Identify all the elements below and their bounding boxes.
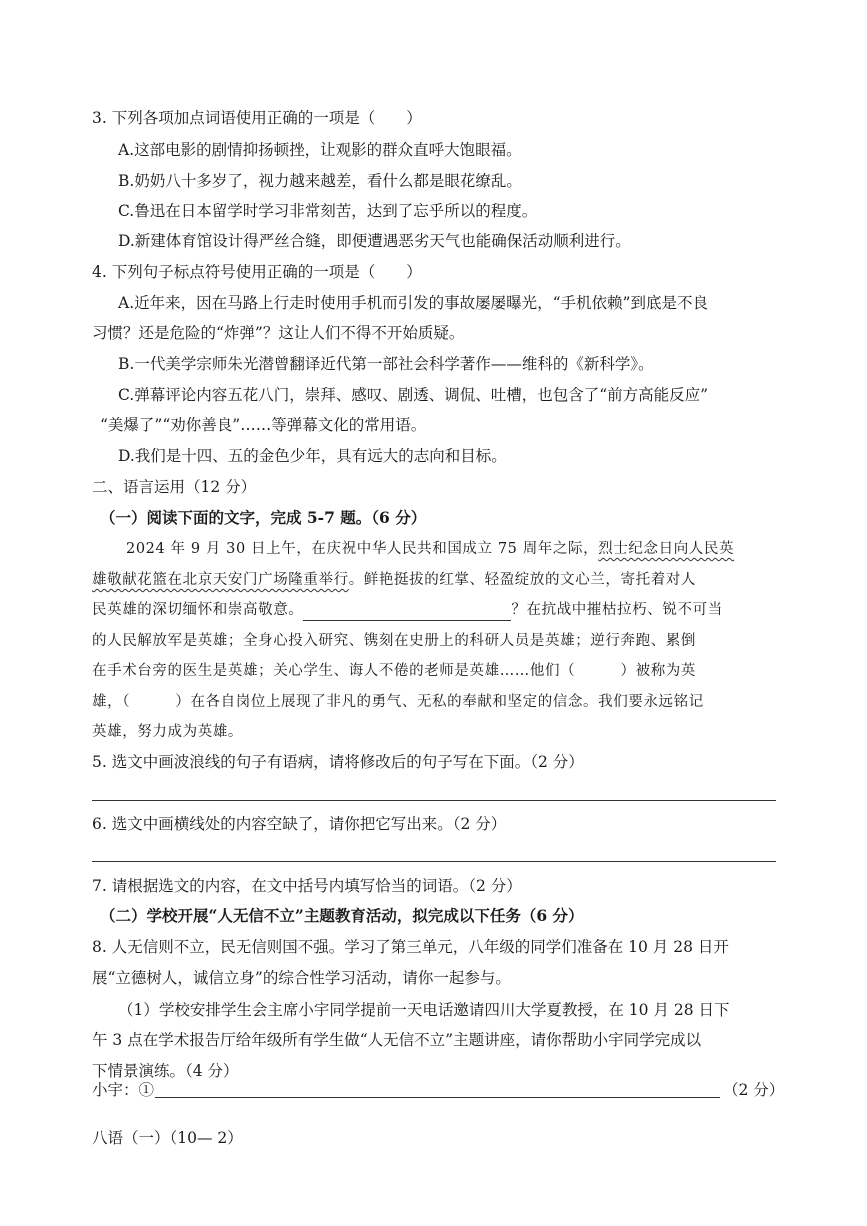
- q3-option-c: C.鲁迅在日本留学时学习非常刻苦，达到了忘乎所以的程度。: [118, 202, 538, 220]
- passage-line4: 的人民解放军是英雄；全身心投入研究、镌刻在史册上的科研人员是英雄；逆行奔跑、累倒: [92, 633, 696, 649]
- q5-answer-line[interactable]: [92, 800, 776, 801]
- passage-line7: 英雄，努力成为英雄。: [92, 724, 243, 740]
- passage-line3-rest: ？在抗战中摧枯拉朽、锐不可当: [511, 602, 723, 618]
- part1-title: （一）阅读下面的文字，完成 5-7 题。（6 分）: [100, 508, 427, 527]
- q8-sub1-line3: 下情景演练。（4 分）: [92, 1062, 239, 1080]
- q5-stem: 5. 选文中画波浪线的句子有语病，请将修改后的句子写在下面。（2 分）: [92, 753, 584, 771]
- q8-answer-line[interactable]: [155, 1097, 720, 1098]
- passage-line6: 雄，（ ）在各自岗位上展现了非凡的勇气、无私的奉献和坚定的信念。我们要永远铭记: [92, 694, 704, 710]
- q4-option-a-line1: A.近年来，因在马路上行走时使用手机而引发的事故屡屡曝光，“手机依赖”到底是不良: [118, 294, 708, 312]
- answer-score: （2 分）: [723, 1081, 785, 1099]
- q8-sub1-line2: 午 3 点在学术报告厅给年级所有学生做“人无信不立”主题讲座，请你帮助小宇同学完成以: [92, 1031, 702, 1049]
- blank-underline[interactable]: [303, 600, 511, 621]
- passage-line3-text: 民英雄的深切缅怀和崇高敬意。: [92, 602, 304, 618]
- wavy-underlined-sentence-part1: 烈士纪念日向人民英: [598, 541, 735, 557]
- q3-option-a: A.这部电影的剧情抑扬顿挫，让观影的群众直呼大饱眼福。: [118, 141, 522, 159]
- answer-label-xiaoyu: 小宇：①: [92, 1081, 155, 1099]
- passage-line5: 在手术台旁的医生是英雄；关心学生、诲人不倦的老师是英雄……他们（ ）被称为英: [92, 663, 696, 679]
- q3-option-b: B.奶奶八十多岁了，视力越来越差，看什么都是眼花缭乱。: [118, 172, 522, 190]
- q4-option-a-line2: 习惯？还是危险的“炸弹”？这让人们不得不开始质疑。: [92, 324, 465, 342]
- passage-line3: [92, 600, 723, 621]
- passage-line1: [126, 539, 734, 559]
- q8-sub1-line1: （1）学校安排学生会主席小宇同学提前一天电话邀请四川大学夏教授，在 10 月 28 日下: [118, 1001, 730, 1019]
- q8-line1: 8. 人无信则不立，民无信则国不强。学习了第三单元，八年级的同学们准备在 10 月 28 日开: [92, 938, 729, 956]
- q4-option-d: D.我们是十四、五的金色少年，具有远大的志向和目标。: [118, 447, 507, 465]
- q4-option-c-line2: “美爆了”“劝你善良”……等弹幕文化的常用语。: [100, 416, 427, 434]
- q6-stem: 6. 选文中画横线处的内容空缺了，请你把它写出来。（2 分）: [92, 815, 507, 833]
- q3-stem: 3. 下列各项加点词语使用正确的一项是（ ）: [92, 109, 422, 127]
- q4-option-c-line1: C.弹幕评论内容五花八门，崇拜、感叹、剧透、调侃、吐槽，也包含了“前方高能反应”: [118, 386, 709, 404]
- page-footer: 八语（一）（10— 2）: [92, 1129, 243, 1147]
- passage-line2: [92, 570, 696, 590]
- q8-line2: 展“立德树人，诚信立身”的综合性学习活动，请你一起参与。: [92, 969, 511, 987]
- wavy-underlined-sentence-part2: 雄敬献花篮在北京天安门广场隆重举行: [92, 572, 349, 588]
- part2-title: （二）学校开展“人无信不立”主题教育活动，拟完成以下任务（6 分）: [100, 906, 584, 925]
- passage-line2-text: 。鲜艳挺拔的红掌、轻盈绽放的文心兰，寄托着对人: [348, 572, 697, 588]
- q4-option-b: B.一代美学宗师朱光潜曾翻译近代第一部社会科学著作——维科的《新科学》。: [118, 355, 654, 373]
- q6-answer-line[interactable]: [92, 861, 776, 862]
- q7-stem: 7. 请根据选文的内容，在文中括号内填写恰当的词语。（2 分）: [92, 877, 522, 895]
- q3-option-d: D.新建体育馆设计得严丝合缝，即便遭遇恶劣天气也能确保活动顺利进行。: [118, 232, 631, 250]
- section2-title: 二、语言运用（12 分）: [92, 478, 257, 496]
- q4-stem: 4. 下列句子标点符号使用正确的一项是（ ）: [92, 263, 422, 281]
- passage-line1-text: 2024 年 9 月 30 日上午，在庆祝中华人民共和国成立 75 周年之际，: [126, 541, 599, 557]
